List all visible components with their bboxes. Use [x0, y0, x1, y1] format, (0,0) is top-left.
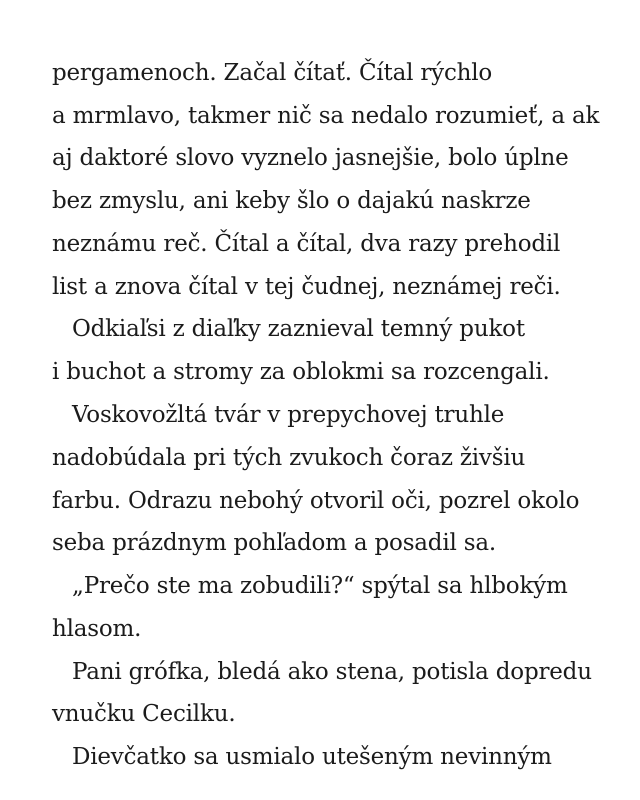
text-line-10: nadobúdala pri tých zvukoch čoraz živšiu: [52, 445, 526, 471]
text-line-3: aj daktoré slovo vyznelo jasnejšie, bolo úplne: [52, 145, 569, 171]
text-line-11: farbu. Odrazu nebohý otvoril oči, pozrel okolo: [52, 488, 580, 514]
text-line-2: a mrmlavo, takmer nič sa nedalo rozumieť, a ak: [52, 103, 600, 129]
paragraph-start-line-15: Pani grófka, bledá ako stena, potisla dopredu: [72, 659, 592, 685]
text-line-16: vnučku Cecilku.: [52, 701, 236, 727]
paragraph-start-line-7: Odkiaľsi z diaľky zaznieval temný pukot: [72, 316, 525, 342]
text-line-1: pergamenoch. Začal čítať. Čítal rýchlo: [52, 60, 493, 86]
paragraph-start-line-13: „Prečo ste ma zobudili?“ spýtal sa hlbokým: [72, 573, 568, 599]
paragraph-start-line-9: Voskovožltá tvár v prepychovej truhle: [72, 402, 505, 428]
text-line-12: seba prázdnym pohľadom a posadil sa.: [52, 530, 496, 556]
text-line-8: i buchot a stromy za oblokmi sa rozcengali.: [52, 359, 550, 385]
paragraph-start-line-17: Dievčatko sa usmialo utešeným nevinným: [72, 744, 552, 770]
text-line-4: bez zmyslu, ani keby šlo o dajakú naskrze: [52, 188, 531, 214]
text-line-6: list a znova čítal v tej čudnej, neznámej reči.: [52, 274, 561, 300]
text-line-5: neznámu reč. Čítal a čítal, dva razy prehodil: [52, 231, 561, 257]
text-line-14: hlasom.: [52, 616, 142, 642]
